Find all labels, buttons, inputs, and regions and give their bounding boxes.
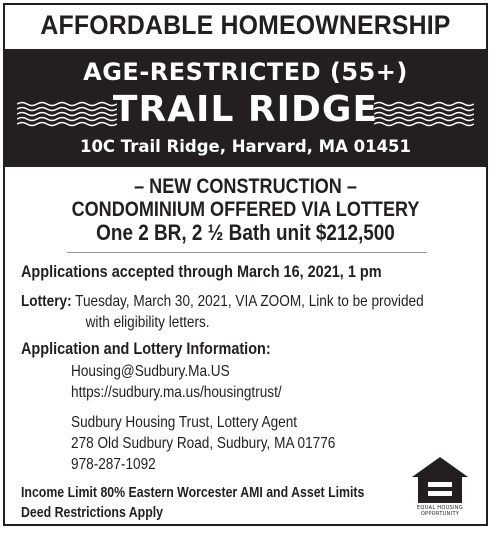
equal-housing-label: EQUAL HOUSING OPPORTUNITY <box>416 505 464 517</box>
eligibility-notes <box>21 483 364 523</box>
title-banner <box>5 49 486 167</box>
banner-subtitle: AGE-RESTRICTED (55+) <box>83 58 408 86</box>
banner-title: TRAIL RIDGE <box>112 89 379 130</box>
deed-restriction-note: Deed Restrictions Apply <box>21 505 164 521</box>
income-limit-note: Income Limit 80% Eastern Worcester AMI and Asset Limits <box>21 485 365 501</box>
offer-line-unit-price: One 2 BR, 2 ½ Bath unit $212,500 <box>96 220 395 245</box>
headline: AFFORDABLE HOMEOWNERSHIP <box>40 10 451 40</box>
housing-advertisement <box>3 3 488 526</box>
offer-line-lottery: CONDOMINIUM OFFERED VIA LOTTERY <box>71 198 420 221</box>
property-address: 10C Trail Ridge, Harvard, MA 01451 <box>79 137 412 156</box>
agent-street-address: 278 Old Sudbury Road, Sudbury, MA 01776 <box>71 435 336 452</box>
offer-summary <box>39 175 453 244</box>
application-info-heading: Application and Lottery Information: <box>21 339 271 358</box>
offer-line-construction: – NEW CONSTRUCTION – <box>134 175 357 198</box>
divider <box>67 252 427 253</box>
contact-email[interactable]: Housing@Sudbury.Ma.US <box>71 363 230 380</box>
agent-phone: 978-287-1092 <box>71 456 156 473</box>
lottery-text: Tuesday, March 30, 2021, VIA ZOOM, Link to be provided <box>71 293 424 310</box>
lottery-label: Lottery: <box>21 293 72 310</box>
mailing-contact <box>71 412 335 475</box>
lottery-text-continued: with eligibility letters. <box>85 314 210 331</box>
lottery-details <box>21 291 424 333</box>
contact-url[interactable]: https://sudbury.ma.us/housingtrust/ <box>71 384 282 401</box>
online-contact <box>71 361 282 403</box>
application-deadline: Applications accepted through March 16, 2021, 1 pm <box>21 262 382 281</box>
wave-lines-right-icon <box>374 101 474 127</box>
lottery-agent: Sudbury Housing Trust, Lottery Agent <box>71 414 298 431</box>
